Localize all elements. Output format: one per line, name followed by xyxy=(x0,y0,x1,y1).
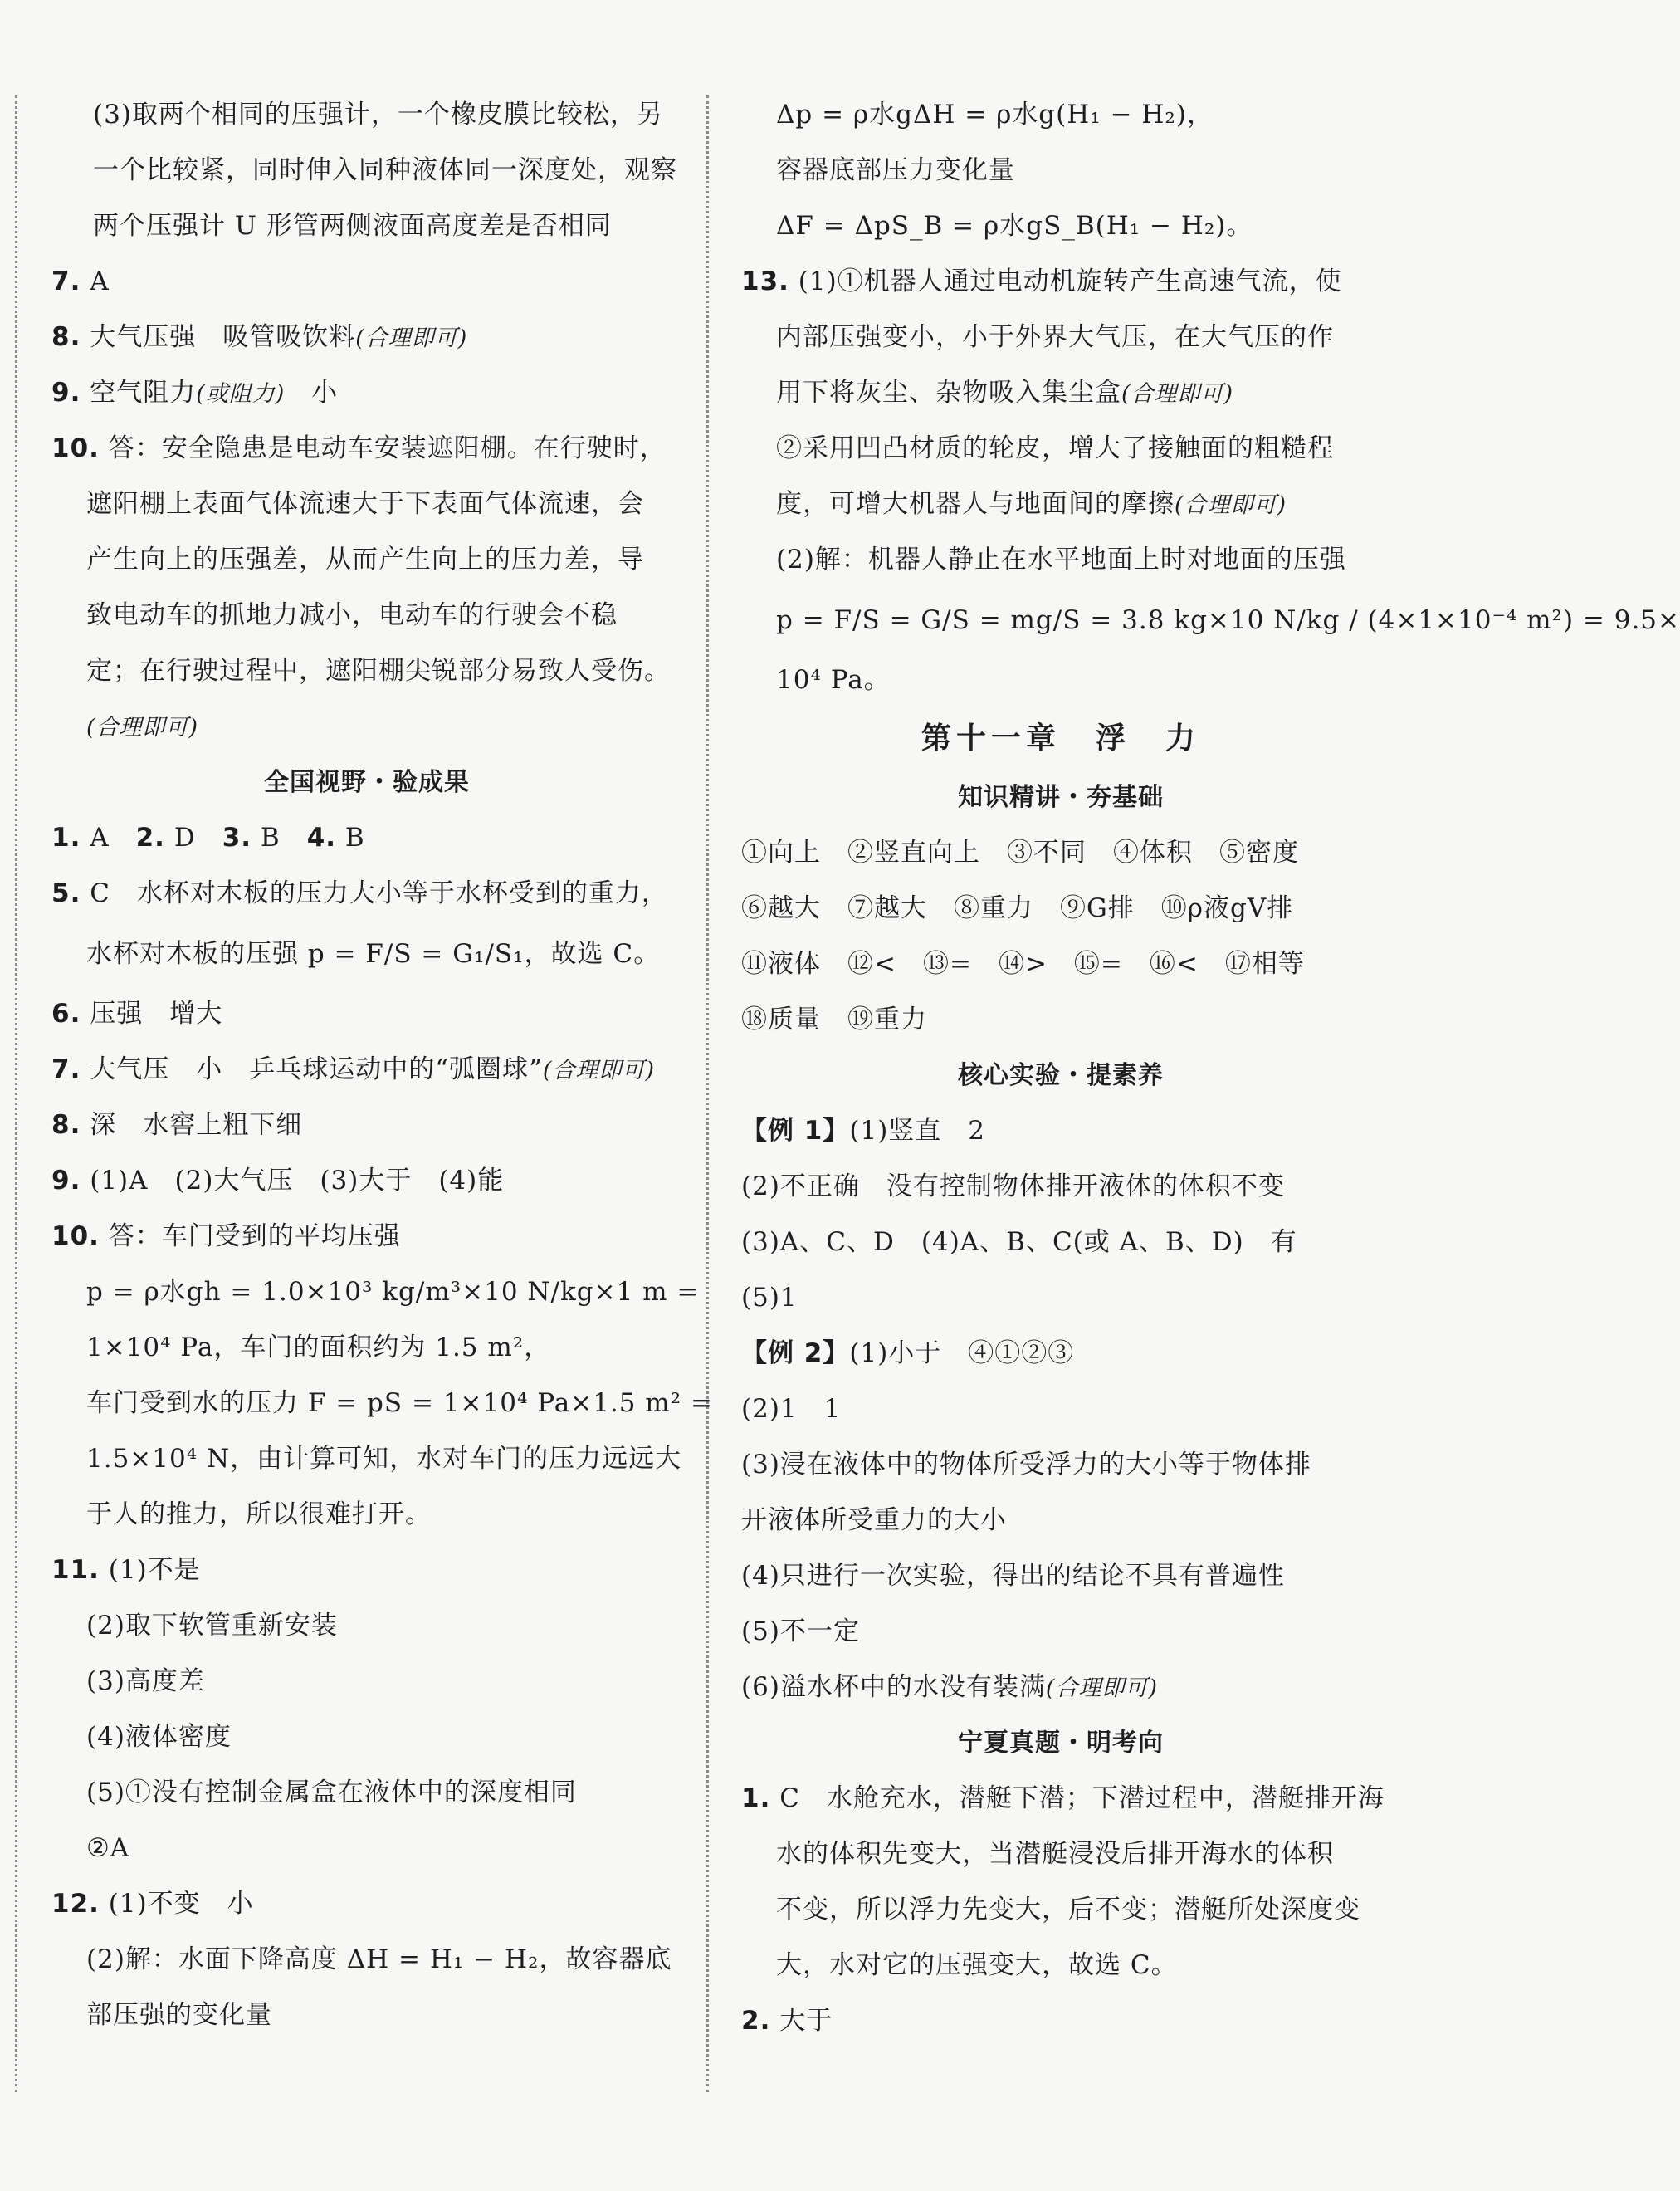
answer-text: 大于 xyxy=(770,2006,833,2036)
answer-line xyxy=(51,1654,682,1709)
note-text: (或阻力) xyxy=(196,381,286,407)
answer-text: (2)解：机器人静止在水平地面上时对地面的压强 xyxy=(776,545,1346,575)
answer-line xyxy=(51,532,682,588)
section-heading: 全国视野・验成果 xyxy=(264,768,470,797)
answer-line xyxy=(741,310,1380,365)
answer-text: p = F/S = G/S = mg/S = 3.8 kg×10 N/kg / (4×1×10⁻⁴ m²) = 9.5× xyxy=(776,605,1680,635)
question-number: 13. xyxy=(741,267,789,296)
question-number: 10. xyxy=(51,1221,100,1251)
answer-line xyxy=(51,1821,682,1876)
answer-line xyxy=(51,1431,682,1487)
answer-text: 1.5×10⁴ N，由计算可知，水对车门的压力远远大 xyxy=(86,1444,682,1474)
answer-line xyxy=(741,1437,1380,1493)
answer-line xyxy=(51,922,682,986)
note-text: (合理即可) xyxy=(86,715,199,741)
answer-text: 度，可增大机器人与地面间的摩擦 xyxy=(776,489,1175,519)
answer-text: ①向上 ②竖直向上 ③不同 ④体积 ⑤密度 xyxy=(741,838,1299,868)
answer-text: 一个比较紧，同时伸入同种液体同一深度处，观察 xyxy=(93,155,677,185)
answer-line xyxy=(741,254,1380,310)
answer-text: 容器底部压力变化量 xyxy=(776,155,1015,185)
answer-line xyxy=(741,1215,1380,1270)
answer-line xyxy=(741,365,1380,421)
answer-text: (4)液体密度 xyxy=(86,1722,232,1752)
question-number: 7. xyxy=(51,1054,81,1084)
section-heading: 知识精讲・夯基础 xyxy=(958,783,1164,812)
answer-line xyxy=(741,1548,1380,1604)
question-number: 10. xyxy=(51,433,100,463)
answer-text: A xyxy=(81,823,136,853)
answer-line xyxy=(51,1487,682,1543)
answer-line xyxy=(741,477,1380,532)
answer-text: (1)竖直 2 xyxy=(849,1116,986,1146)
answer-line xyxy=(51,198,682,254)
answer-line xyxy=(51,87,682,143)
answer-line xyxy=(51,1042,682,1098)
answer-text: 产生向上的压强差，从而产生向上的压力差，导 xyxy=(86,545,644,575)
answer-text: p = ρ水gh = 1.0×10³ kg/m³×10 N/kg×1 m = xyxy=(86,1277,700,1307)
answer-line xyxy=(741,1604,1380,1660)
answer-text: 用下将灰尘、杂物吸入集尘盒 xyxy=(776,378,1121,408)
question-number: 3. xyxy=(222,823,252,853)
answer-text: (3)A、C、D (4)A、B、C(或 A、B、D) 有 xyxy=(741,1227,1297,1257)
chapter-title: 第十一章 浮 力 xyxy=(921,721,1200,756)
answer-text: 深 水窖上粗下细 xyxy=(81,1110,303,1140)
answer-text: ⑥越大 ⑦越大 ⑧重力 ⑨G排 ⑩ρ液gV排 xyxy=(741,893,1294,923)
answer-text: ②A xyxy=(86,1833,130,1863)
answer-text: 水杯对木板的压强 p = F/S = G₁/S₁，故选 C。 xyxy=(86,939,661,969)
answer-text: 部压强的变化量 xyxy=(86,2000,272,2030)
left-column xyxy=(51,87,713,2043)
answer-text: ΔF = ΔpS_B = ρ水gS_B(H₁ − H₂)。 xyxy=(776,211,1253,241)
answer-text: ⑪液体 ⑫< ⑬= ⑭> ⑮= ⑯< ⑰相等 xyxy=(741,949,1305,979)
answer-text: B xyxy=(252,823,307,853)
answer-line xyxy=(741,87,1380,143)
answer-text: (3)取两个相同的压强计，一个橡皮膜比较松，另 xyxy=(93,100,663,130)
answer-line xyxy=(51,1209,682,1264)
question-number: 8. xyxy=(51,322,81,352)
section-heading: 宁夏真题・明考向 xyxy=(958,1729,1164,1758)
answer-line xyxy=(741,1771,1385,1827)
question-number: 7. xyxy=(51,267,81,296)
answer-line xyxy=(51,1153,682,1209)
answer-line xyxy=(741,1326,1380,1382)
answer-line xyxy=(741,653,1380,708)
answer-line xyxy=(741,937,1380,992)
answer-text: (6)溢水杯中的水没有装满 xyxy=(741,1672,1046,1702)
answer-text: (1)①机器人通过电动机旋转产生高速气流，使 xyxy=(789,267,1342,296)
question-number: 12. xyxy=(51,1889,100,1919)
answer-text: 答：车门受到的平均压强 xyxy=(99,1221,401,1251)
answer-line xyxy=(51,1543,682,1598)
note-text: (合理即可) xyxy=(1121,381,1234,407)
answer-text: C 水舱充水，潜艇下潜；下潜过程中，潜艇排开海 xyxy=(770,1783,1385,1813)
answer-line xyxy=(51,254,682,310)
answer-line xyxy=(741,1938,1380,1993)
answer-text: 车门受到水的压力 F = pS = 1×10⁴ Pa×1.5 m² = xyxy=(86,1388,713,1418)
answer-line xyxy=(51,1264,700,1320)
answer-text: 内部压强变小，小于外界大气压，在大气压的作 xyxy=(776,322,1334,352)
answer-text: 开液体所受重力的大小 xyxy=(741,1505,1007,1535)
right-column xyxy=(741,87,1680,2049)
answer-text: Δp = ρ水gΔH = ρ水g(H₁ − H₂)， xyxy=(776,100,1214,130)
answer-text: (3)浸在液体中的物体所受浮力的大小等于物体排 xyxy=(741,1450,1311,1479)
answer-line xyxy=(741,992,1380,1048)
left-margin-rule xyxy=(15,95,17,2092)
answer-line xyxy=(741,588,1680,653)
answer-text: D xyxy=(164,823,222,853)
question-number: 6. xyxy=(51,999,81,1029)
answer-text: (2)不正确 没有控制物体排开液体的体积不变 xyxy=(741,1171,1285,1201)
answer-text: (1)不是 xyxy=(99,1555,201,1585)
question-number: 1. xyxy=(741,1783,771,1813)
answer-text: 两个压强计 U 形管两侧液面高度差是否相同 xyxy=(93,211,612,241)
note-text: (合理即可) xyxy=(355,325,468,351)
answer-line xyxy=(51,588,682,643)
answer-line xyxy=(51,477,682,532)
answer-text: 大，水对它的压强变大，故选 C。 xyxy=(776,1950,1178,1980)
answer-line xyxy=(51,1876,682,1932)
answer-line xyxy=(741,1159,1380,1215)
answer-line xyxy=(741,1660,1380,1715)
answer-text: 小 xyxy=(285,378,339,408)
answer-line xyxy=(51,1988,682,2043)
answer-text: 不变，所以浮力先变大，后不变；潜艇所处深度变 xyxy=(776,1895,1360,1924)
question-number: 2. xyxy=(741,2006,771,2036)
answer-text: 致电动车的抓地力减小，电动车的行驶会不稳 xyxy=(86,600,618,630)
section-heading: 核心实验・提素养 xyxy=(958,1061,1164,1090)
question-number: 11. xyxy=(51,1555,100,1585)
answer-text: (5)①没有控制金属盒在液体中的深度相同 xyxy=(86,1778,577,1807)
answer-line xyxy=(51,643,682,699)
column-divider xyxy=(706,95,709,2092)
answer-text: 水的体积先变大，当潜艇浸没后排开海水的体积 xyxy=(776,1839,1334,1869)
answer-line xyxy=(741,421,1380,477)
question-number: 9. xyxy=(51,378,81,408)
answer-text: 压强 增大 xyxy=(81,999,223,1029)
answer-line xyxy=(741,198,1380,254)
answer-line xyxy=(741,1103,1380,1159)
answer-text: 定；在行驶过程中，遮阳棚尖锐部分易致人受伤。 xyxy=(86,656,671,686)
answer-text: (1)A (2)大气压 (3)大于 (4)能 xyxy=(81,1166,505,1196)
answer-line xyxy=(51,1932,682,1988)
question-number: 1. xyxy=(51,823,81,853)
answer-text: A xyxy=(81,267,110,296)
answer-line xyxy=(51,1598,682,1654)
answer-line xyxy=(741,1493,1380,1548)
answer-line xyxy=(51,365,682,421)
question-number: 【例 2】 xyxy=(741,1338,850,1368)
answer-line xyxy=(51,986,682,1042)
answer-text: ②采用凹凸材质的轮皮，增大了接触面的粗糙程 xyxy=(776,433,1334,463)
answer-text: 大气压 小 乒乓球运动中的“弧圈球” xyxy=(81,1054,543,1084)
note-text: (合理即可) xyxy=(1175,492,1287,518)
question-number: 8. xyxy=(51,1110,81,1140)
question-number: 4. xyxy=(306,823,337,853)
answer-text: B xyxy=(336,823,365,853)
answer-line xyxy=(51,866,682,922)
answer-line xyxy=(51,1765,682,1821)
question-number: 5. xyxy=(51,878,81,908)
answer-text: ⑱质量 ⑲重力 xyxy=(741,1005,927,1034)
answer-text: (3)高度差 xyxy=(86,1666,205,1696)
answer-text: 答：安全隐患是电动车安装遮阳棚。在行驶时， xyxy=(99,433,667,463)
answer-text: (4)只进行一次实验，得出的结论不具有普遍性 xyxy=(741,1561,1285,1591)
answer-line xyxy=(741,881,1380,937)
answer-text: 遮阳棚上表面气体流速大于下表面气体流速，会 xyxy=(86,489,644,519)
answer-text: 于人的推力，所以很难打开。 xyxy=(86,1499,432,1529)
answer-line xyxy=(51,699,682,755)
answer-text: 10⁴ Pa。 xyxy=(776,665,891,695)
answer-text: 空气阻力 xyxy=(81,378,197,408)
answer-line xyxy=(741,1827,1380,1882)
answer-text: (2)取下软管重新安装 xyxy=(86,1611,338,1641)
answer-line xyxy=(51,1098,682,1153)
note-text: (合理即可) xyxy=(1045,1675,1158,1701)
answer-line xyxy=(51,1709,682,1765)
answer-line xyxy=(741,1270,1380,1326)
answer-line xyxy=(741,532,1380,588)
note-text: (合理即可) xyxy=(542,1058,655,1083)
answer-line xyxy=(51,143,682,198)
answer-line xyxy=(51,310,682,365)
question-number: 2. xyxy=(135,823,165,853)
answer-text: 1×10⁴ Pa，车门的面积约为 1.5 m²， xyxy=(86,1333,551,1362)
answer-text: (2)1 1 xyxy=(741,1394,842,1424)
question-number: 【例 1】 xyxy=(741,1116,850,1146)
answer-line xyxy=(741,825,1380,881)
answer-line xyxy=(741,143,1380,198)
answer-line xyxy=(741,1882,1380,1938)
answer-text: C 水杯对木板的压力大小等于水杯受到的重力， xyxy=(81,878,668,908)
answer-line xyxy=(741,1993,1380,2049)
answer-line xyxy=(51,810,682,866)
answer-line xyxy=(51,421,682,477)
answer-text: (1)不变 小 xyxy=(99,1889,254,1919)
answer-line xyxy=(51,1320,682,1376)
answer-line xyxy=(741,1382,1380,1437)
answer-text: (1)小于 ④①②③ xyxy=(849,1338,1075,1368)
answer-line xyxy=(51,1376,713,1431)
answer-text: (5)1 xyxy=(741,1283,798,1313)
answer-text: (2)解：水面下降高度 ΔH = H₁ − H₂，故容器底 xyxy=(86,1944,672,1974)
answer-text: 大气压强 吸管吸饮料 xyxy=(81,322,356,352)
question-number: 9. xyxy=(51,1166,81,1196)
answer-text: (5)不一定 xyxy=(741,1616,860,1646)
